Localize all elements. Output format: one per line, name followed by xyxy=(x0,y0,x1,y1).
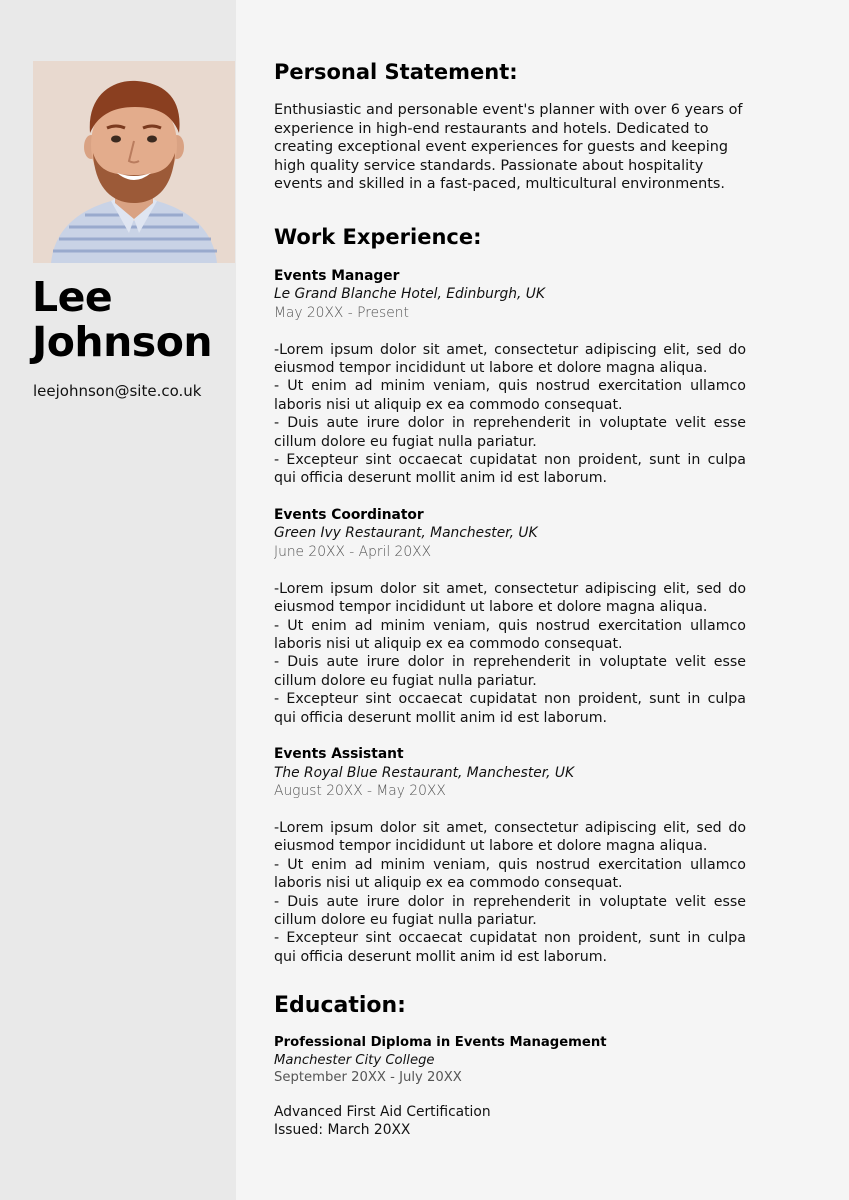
job-bullet: - Duis aute irure dolor in reprehenderit in voluptate velit esse cillum dolore eu fugiat nulla pariatur. xyxy=(274,415,746,450)
job-bullet: - Excepteur sint occaecat cupidatat non proident, sunt in culpa qui officia deserunt mollit anim id est laborum. xyxy=(274,930,746,965)
job-bullet: -Lorem ipsum dolor sit amet, consectetur adipiscing elit, sed do eiusmod tempor incididunt ut labore et dolore magna aliqua. xyxy=(274,341,746,376)
job-bullet: - Duis aute irure dolor in reprehenderit in voluptate velit esse cillum dolore eu fugiat nulla pariatur. xyxy=(274,654,746,689)
job-bullet: - Excepteur sint occaecat cupidatat non proident, sunt in culpa qui officia deserunt mollit anim id est laborum. xyxy=(274,451,746,487)
job-employer: Green Ivy Restaurant, Manchester, UK xyxy=(274,525,538,542)
job-entry xyxy=(274,506,746,727)
personal-statement-text: Enthusiastic and personable event's planner with over 6 years of experience in high-end restaurants and hotels. Dedicated to creating exceptional event experiences for guests and keeping high quality service standards. Passionate about hospitality events and skilled in a fast-paced, multicultural environments. xyxy=(274,102,743,192)
candidate-name xyxy=(32,275,212,365)
certification-entry xyxy=(274,1103,746,1140)
job-bullet: - Ut enim ad minim veniam, quis nostrud exercitation ullamco laboris nisi ut aliquip ex ea commodo consequat. xyxy=(274,856,746,892)
job-title: Events Assistant xyxy=(274,746,404,762)
job-description xyxy=(274,580,746,727)
job-bullet: - Ut enim ad minim veniam, quis nostrud exercitation ullamco laboris nisi ut aliquip ex ea commodo consequat. xyxy=(274,378,746,413)
education-heading: Education: xyxy=(274,993,406,1019)
job-bullet: - Duis aute irure dolor in reprehenderit in voluptate velit esse cillum dolore eu fugiat nulla pariatur. xyxy=(274,893,746,929)
job-bullet: -Lorem ipsum dolor sit amet, consectetur adipiscing elit, sed do eiusmod tempor incididunt ut labore et dolore magna aliqua. xyxy=(274,820,746,855)
job-dates: August 20XX - May 20XX xyxy=(274,783,446,799)
email-address: leejohnson@site.co.uk xyxy=(33,382,202,400)
certification-issued: Issued: March 20XX xyxy=(274,1122,411,1139)
job-description xyxy=(274,819,746,966)
job-title: Events Coordinator xyxy=(274,506,424,523)
last-name: Johnson xyxy=(32,318,213,366)
job-bullet: - Excepteur sint occaecat cupidatat non proident, sunt in culpa qui officia deserunt mollit anim id est laborum. xyxy=(274,691,746,726)
job-dates: June 20XX - April 20XX xyxy=(274,543,432,560)
first-name: Lee xyxy=(32,273,113,321)
job-bullet: - Ut enim ad minim veniam, quis nostrud exercitation ullamco laboris nisi ut aliquip ex ea commodo consequat. xyxy=(274,617,746,652)
job-title: Events Manager xyxy=(274,267,400,284)
job-employer: The Royal Blue Restaurant, Manchester, UK xyxy=(274,764,575,781)
job-entry xyxy=(274,745,746,966)
job-entry xyxy=(274,267,746,488)
education-dates: September 20XX - July 20XX xyxy=(274,1070,462,1086)
personal-statement-heading: Personal Statement: xyxy=(274,60,518,84)
degree-title: Professional Diploma in Events Management xyxy=(274,1035,607,1051)
work-experience-heading: Work Experience: xyxy=(274,224,482,249)
job-dates: May 20XX - Present xyxy=(274,304,409,321)
main-content xyxy=(274,58,746,1140)
job-bullet: -Lorem ipsum dolor sit amet, consectetur adipiscing elit, sed do eiusmod tempor incididunt ut labore et dolore magna aliqua. xyxy=(274,580,746,616)
job-description xyxy=(274,341,746,488)
profile-photo xyxy=(33,61,235,263)
education-entry xyxy=(274,1034,746,1087)
school-name: Manchester City College xyxy=(274,1052,435,1068)
job-employer: Le Grand Blanche Hotel, Edinburgh, UK xyxy=(274,286,545,302)
certification-name: Advanced First Aid Certification xyxy=(274,1103,491,1120)
